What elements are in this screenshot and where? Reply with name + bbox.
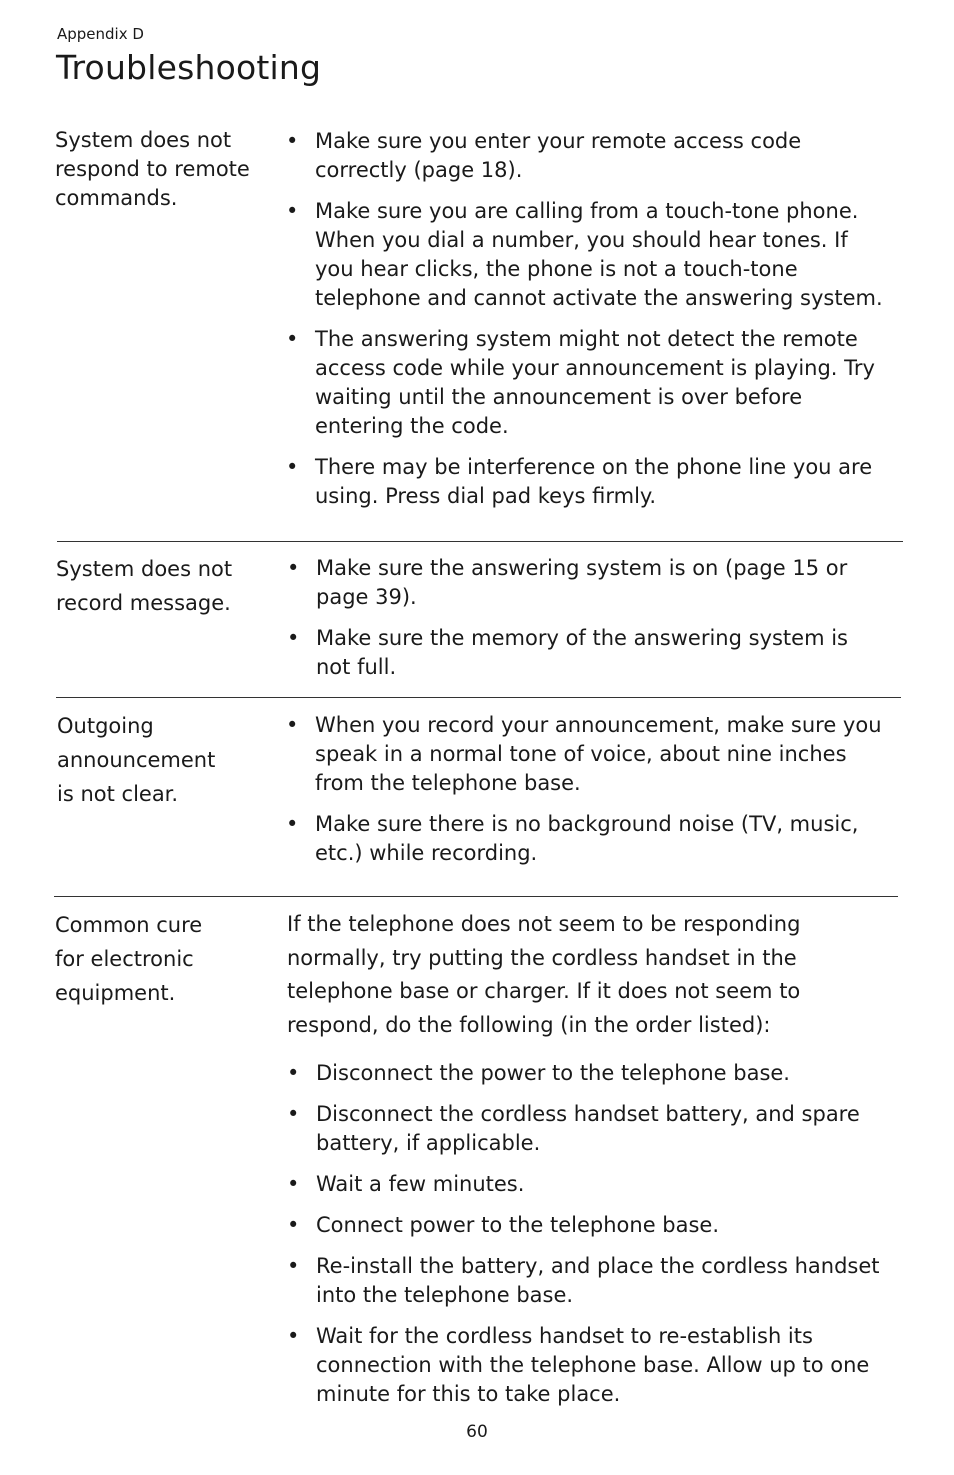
page-number: 60 [466, 1422, 488, 1442]
solution-line: battery, if applicable. [316, 1131, 541, 1155]
solution-item [286, 711, 906, 798]
intro-line: If the telephone does not seem to be responding [287, 912, 801, 936]
solution-item [286, 127, 916, 185]
problem-announcement-clarity [57, 709, 215, 811]
solution-item [287, 1170, 907, 1199]
solution-line: • Disconnect the cordless handset battery, and spare [316, 1102, 860, 1126]
solution-line: • Wait for the cordless handset to re-establish its [316, 1324, 813, 1348]
problem-record-message [56, 552, 232, 620]
solution-line: • Re-install the battery, and place the cordless handset [316, 1254, 880, 1278]
problem-line: System does not [56, 557, 233, 581]
problem-line: announcement [57, 748, 216, 772]
solution-line: into the telephone base. [316, 1283, 574, 1307]
solutions-remote-commands [286, 127, 916, 511]
solution-line: speak in a normal tone of voice, about nine inches [315, 742, 847, 766]
solution-item [286, 453, 916, 511]
intro-line: telephone base or charger. If it does not seem to [287, 979, 801, 1004]
problem-line: System does not [55, 128, 232, 152]
problem-common-cure [55, 908, 202, 1010]
problem-remote-commands [55, 126, 250, 213]
problem-line: commands. [55, 186, 178, 210]
solutions-common-cure [287, 1059, 907, 1409]
section-divider [57, 541, 903, 542]
solution-item [287, 1211, 907, 1240]
appendix-label: Appendix D [57, 25, 144, 43]
solution-line: • The answering system might not detect the remote [315, 327, 858, 351]
solution-line: • Make sure you enter your remote access code [315, 129, 802, 153]
solution-line: etc.) while recording. [315, 841, 538, 865]
section-divider [54, 896, 898, 897]
solution-line: • Make sure the memory of the answering system is [316, 626, 848, 650]
solutions-announcement-clarity [286, 711, 906, 868]
solution-item [286, 810, 906, 868]
section-divider [56, 697, 901, 698]
solution-line: When you dial a number, you should hear tones. If [315, 228, 848, 252]
solution-line: you hear clicks, the phone is not a touch-tone [315, 257, 798, 281]
solution-line: • Make sure there is no background noise (TV, music, [315, 812, 859, 836]
solution-line: minute for this to take place. [316, 1382, 621, 1406]
common-cure-intro [287, 908, 907, 1042]
solution-line: correctly (page 18). [315, 158, 523, 182]
intro-line: normally, try putting the cordless handset in the [287, 945, 797, 970]
solution-line: from the telephone base. [315, 771, 581, 795]
solution-item [287, 554, 907, 612]
solution-line: • When you record your announcement, make sure you [315, 713, 882, 737]
solution-line: using. Press dial pad keys firmly. [315, 484, 657, 508]
solutions-record-message [287, 554, 907, 682]
problem-line: equipment. [55, 981, 176, 1005]
solution-item [286, 197, 916, 313]
solution-line: • Make sure you are calling from a touch-tone phone. [315, 199, 859, 223]
solution-item [287, 1322, 907, 1409]
solution-line: • Disconnect the power to the telephone base. [316, 1061, 790, 1085]
solution-line: telephone and cannot activate the answering system. [315, 286, 883, 310]
problem-line: Common cure [55, 913, 203, 937]
solution-line: • Connect power to the telephone base. [316, 1213, 720, 1237]
problem-line: Outgoing [57, 714, 154, 738]
problem-line: respond to remote [55, 157, 250, 181]
solution-item [287, 1252, 907, 1310]
solution-line: waiting until the announcement is over before [315, 385, 803, 409]
solution-line: page 39). [316, 585, 417, 609]
solution-line: entering the code. [315, 414, 509, 438]
problem-line: record message. [56, 591, 231, 615]
solution-item [287, 1059, 907, 1088]
solution-line: access code while your announcement is playing. Try [315, 356, 875, 380]
solution-item [286, 325, 916, 441]
solution-line: • Wait a few minutes. [316, 1172, 525, 1196]
solution-line: • Make sure the answering system is on (page 15 or [316, 556, 848, 580]
solution-line: • There may be interference on the phone line you are [315, 455, 873, 479]
problem-line: is not clear. [57, 782, 179, 806]
solution-line: not full. [316, 655, 397, 679]
intro-line: respond, do the following (in the order listed): [287, 1012, 771, 1037]
solution-item [287, 1100, 907, 1158]
solution-line: connection with the telephone base. Allow up to one [316, 1353, 870, 1377]
page-title: Troubleshooting [56, 48, 322, 87]
solution-item [287, 624, 907, 682]
problem-line: for electronic [55, 947, 194, 971]
